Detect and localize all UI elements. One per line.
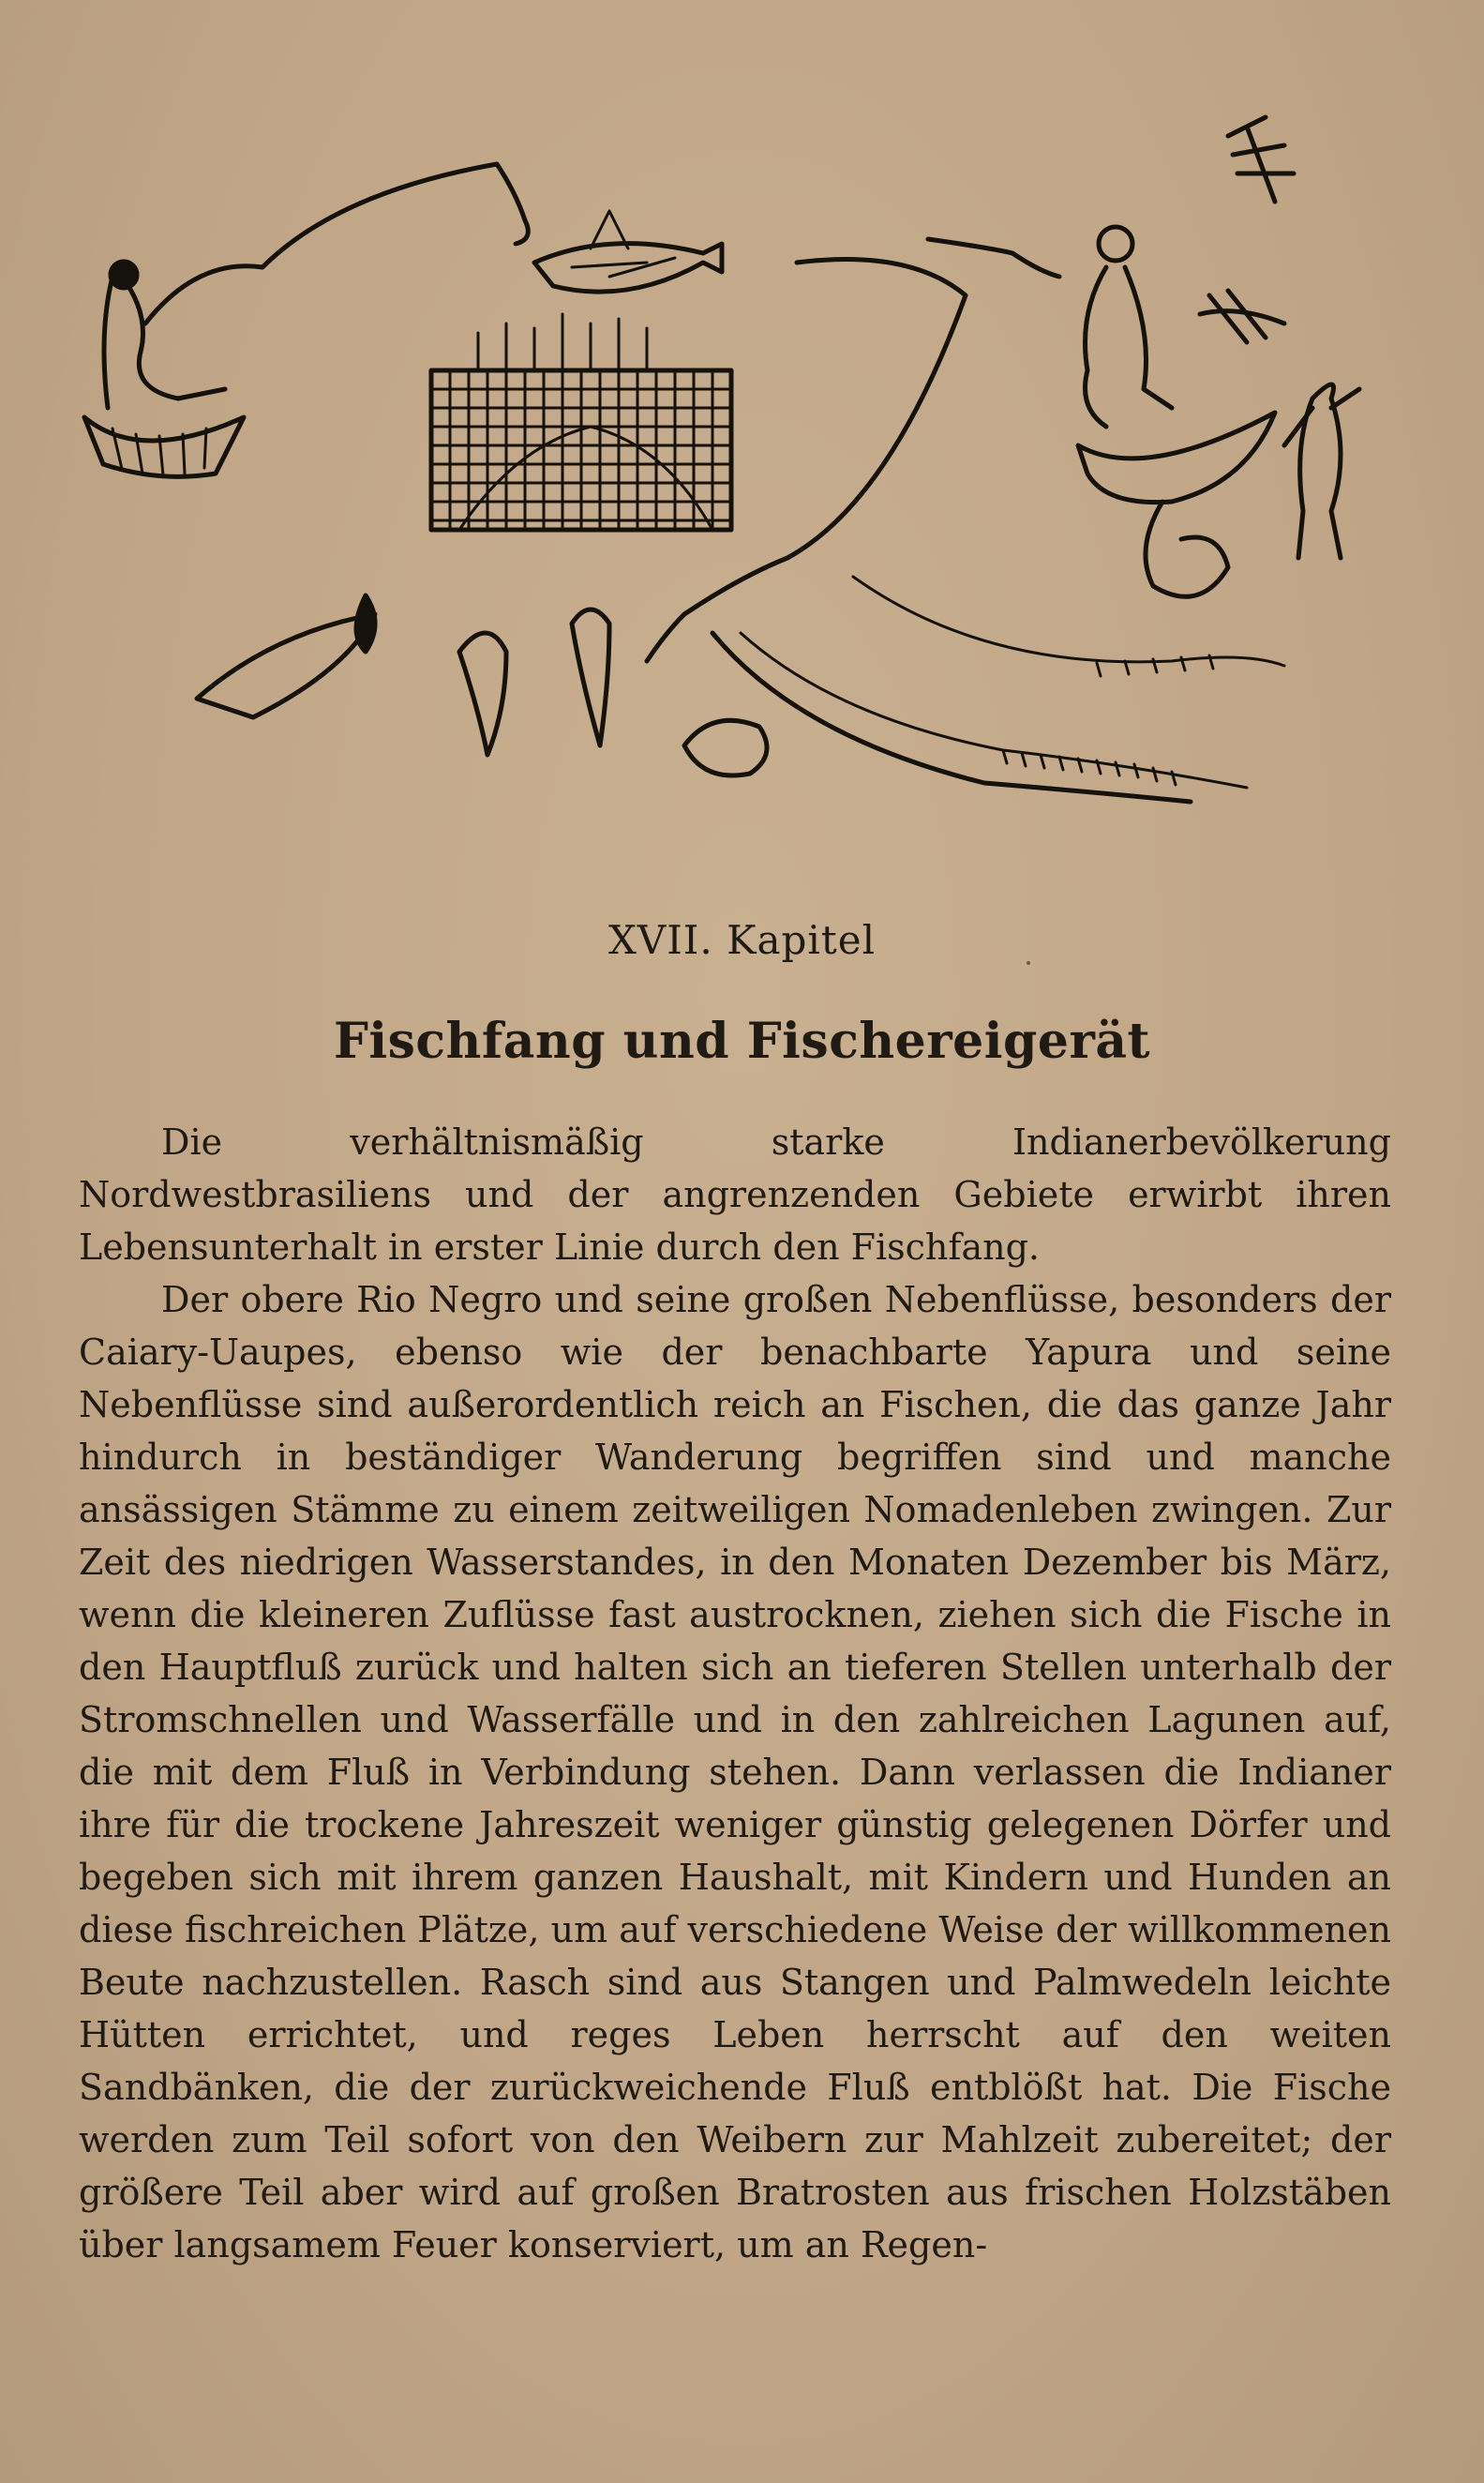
right-canoe-paddle — [1146, 502, 1228, 596]
left-fisher-head — [111, 262, 137, 288]
left-fishing-line — [145, 164, 528, 324]
body-text — [79, 1116, 1391, 2271]
fish-bottom-middle — [459, 633, 506, 755]
paragraph-2: Der obere Rio Negro und seine großen Nebenflüsse, besonders der Caiary-Uaupes, ebenso wie der benachbarte Yapura und seine Nebenflüsse sind außerordentlich reich an Fischen, die das ganze Jahr hindurch in beständiger Wanderung begriffen sind und manche ansässigen Stämme zu einem zeitweiligen Nomadenleben zwingen. Zur Zeit des niedrigen Wasserstandes, in den Monaten Dezember bis März, wenn die kleineren Zuflüsse fast austrocknen, ziehen sich die Fische in den Hauptfluß zurück und halten sich an tieferen Stellen unterhalb der Stromschnellen und Wasserfälle und in den zahlreichen Lagunen auf, die mit dem Fluß in Verbindung stehen. Dann verlassen die Indianer ihre für die trockene Jahreszeit weniger günstig gelegenen Dörfer und begeben sich mit ihrem ganzen Haushalt, mit Kindern und Hunden an diese fischreichen Plätze, um auf verschiedene Weise der willkommenen Beute nachzustellen. Rasch sind aus Stangen und Palmwedeln leichte Hütten errichtet, und reges Leben herrscht auf den weiten Sandbänken, die der zurückweichende Fluß entblößt hat. Die Fische werden zum Teil sofort von den Weibern zur Mahlzeit zubereitet; der größere Teil aber wird auf großen Bratrosten aus frischen Holzstäben über langsamem Feuer konserviert, um an Regen- — [79, 1279, 1391, 2265]
fishing-scene-illustration — [66, 89, 1416, 820]
left-fisher-body — [104, 277, 225, 408]
fishing-scene-drawing-icon — [66, 89, 1416, 820]
river-fringe — [1003, 655, 1213, 785]
crab-bottom — [684, 720, 767, 775]
insect-top-right — [1228, 117, 1294, 202]
fish-bottom-center — [572, 609, 609, 745]
chapter-title: Fischfang und Fischereigerät — [333, 1013, 1151, 1070]
fish-trap-grid — [431, 314, 731, 530]
paragraph-1: Die verhältnismäßig starke Indianerbevölkerung Nordwestbrasiliens und der angrenzenden Gebiete erwirbt ihren Lebensunterhalt in erster Linie durch den Fischfang. — [79, 1121, 1391, 1268]
fish-bottom-left-head — [356, 595, 375, 652]
fish-top — [534, 244, 722, 293]
chapter-heading: XVII. Kapitel — [607, 917, 876, 963]
insect-right-middle — [1200, 291, 1284, 342]
right-fisher-line — [928, 239, 1059, 277]
right-fisher-body — [1086, 267, 1173, 427]
fish-bottom-left — [197, 614, 375, 717]
right-fisher-head — [1099, 227, 1132, 261]
river-bank-lower — [741, 577, 1284, 788]
left-canoe — [84, 417, 244, 476]
standing-figure — [1284, 384, 1359, 558]
